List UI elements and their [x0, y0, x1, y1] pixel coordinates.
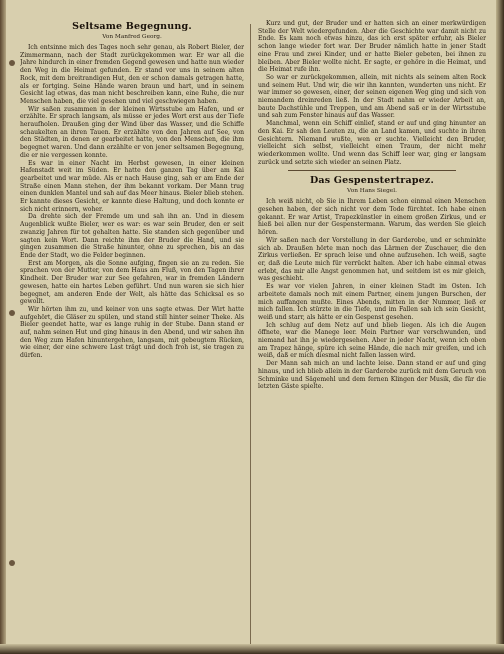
story-paragraph: Manchmal, wenn ein Schiff einlief, stand er auf und ging hinunter an den Kai. Er sah den Leuten zu, die an Land kamen, und suchte in ihren Gesichtern. Niemand wußte, wen er suchte. Vielleicht den Bruder, vielleicht sich selbst, vielleicht einen Traum, der nicht mehr wiederkommen wollte. Und wenn das Schiff leer war, ging er langsam zurück und setzte sich wieder an seinen Platz. [258, 120, 486, 166]
right-column [258, 20, 486, 648]
story-paragraph: Der Mann sah mich an und lachte leise. Dann stand er auf und ging hinaus, und ich blieb allein in der Garderobe zurück mit dem Geruch von Schminke und Sägemehl und dem fernen Klingen der Musik, die für die letzten Gäste spielte. [258, 360, 486, 391]
story-paragraph: Es war vor vielen Jahren, in einer kleinen Stadt im Osten. Ich arbeitete damals noch mit einem Partner, einem jungen Burschen, der mich auffangen mußte. Eines Abends, mitten in der Nummer, ließ er mich fallen. Ich stürzte in die Tiefe, und im Fallen sah ich sein Gesicht, weiß und starr, als hätte er ein Gespenst gesehen. [258, 283, 486, 321]
binding-hole [9, 560, 15, 566]
story-paragraph: Ich entsinne mich des Tages noch sehr genau, als Robert Bieler, der Zimmermann, nach der Stadt zurückgekommen war. Er war all die Jahre hindurch in einer fremden Gegend gewesen und hatte nun wieder den Weg in die Heimat gefunden. Er stand vor uns in seinem alten Rock, mit dem breitrandigen Hut, den er schon damals getragen hatte, als er fortging. Seine Hände waren braun und hart, und in seinem Gesicht lag etwas, das man nicht beschreiben kann, eine Ruhe, die nur Menschen haben, die viel gesehen und viel geschwiegen haben. [20, 44, 244, 105]
story-paragraph: Erst am Morgen, als die Sonne aufging, fingen sie an zu reden. Sie sprachen von der Mutter, von dem Haus am Fluß, von den Tagen ihrer Kindheit. Der Bruder war zur See gefahren, war in fremden Ländern gewesen, hatte ein hartes Leben geführt. Und nun waren sie sich hier begegnet, am anderen Ende der Welt, als hätte das Schicksal es so gewollt. [20, 259, 244, 306]
page-edge-right [496, 0, 504, 654]
page-edge-left [0, 0, 6, 654]
column-divider [250, 24, 251, 644]
section-rule [288, 170, 456, 171]
story-paragraph: Ich weiß nicht, ob Sie in Ihrem Leben schon einmal einen Menschen gesehen haben, der sich nicht vor dem Tode fürchtet. Ich habe einen gekannt. Er war Artist, Trapezkünstler in einem großen Zirkus, und er hieß bei allen nur der Gespenstermann. Warum, das werden Sie gleich hören. [258, 198, 486, 237]
story-paragraph: Wir saßen zusammen in der kleinen Wirtsstube am Hafen, und er erzählte. Er sprach langsam, als müsse er jedes Wort erst aus der Tiefe heraufholen. Draußen ging der Wind über das Wasser, und die Schiffe schaukelten an ihren Tauen. Er erzählte von den Jahren auf See, von den Städten, in denen er gearbeitet hatte, von den Menschen, die ihm begegnet waren. Und dann erzählte er von jener seltsamen Begegnung, die er nie vergessen konnte. [20, 105, 244, 159]
story-paragraph: Wir hörten ihm zu, und keiner von uns sagte etwas. Der Wirt hatte aufgehört, die Gläser zu spülen, und stand still hinter seiner Theke. Als Bieler geendet hatte, war es lange ruhig in der Stube. Dann stand er auf, nahm seinen Hut und ging hinaus in den Abend, und wir sahen ihn den Weg zum Hafen hinuntergehen, langsam, mit gebeugtem Rücken, wie einer, der eine schwere Last trägt und doch froh ist, sie tragen zu dürfen. [20, 305, 244, 360]
story-paragraph: Es war in einer Nacht im Herbst gewesen, in einer kleinen Hafenstadt weit im Süden. Er hatte den ganzen Tag über am Kai gearbeitet und war müde. Als er nach Hause ging, sah er am Ende der Straße einen Mann stehen, der ihm bekannt vorkam. Der Mann trug einen dunklen Mantel und sah auf das Meer hinaus. Bieler blieb stehen. Er kannte dieses Gesicht, er kannte diese Haltung, und doch konnte er sich nicht erinnern, woher. [20, 159, 244, 213]
story-paragraph: Ich schlug auf dem Netz auf und blieb liegen. Als ich die Augen öffnete, war die Manege leer. Mein Partner war verschwunden, und niemand hat ihn je wiedergesehen. Aber in jeder Nacht, wenn ich oben am Trapez hänge, spüre ich seine Hände, die nach mir greifen, und ich weiß, daß er mich diesmal nicht fallen lassen wird. [258, 321, 486, 360]
binding-hole [9, 310, 15, 316]
story-paragraph: So war er zurückgekommen, allein, mit nichts als seinem alten Rock und seinem Hut. Und wir, die wir ihn kannten, wunderten uns nicht. Er war immer so gewesen, einer, der seinen eigenen Weg ging und sich von niemandem dreinreden ließ. In der Stadt nahm er wieder Arbeit an, baute Dachstühle und Treppen, und am Abend saß er in der Wirtsstube und sah zum Fenster hinaus auf das Wasser. [258, 73, 486, 120]
story-title: Seltsame Begegnung. [72, 21, 192, 32]
binding-hole [9, 60, 15, 66]
story-paragraph: Da drehte sich der Fremde um und sah ihn an. Und in diesem Augenblick wußte Bieler, wer es war: es war sein Bruder, den er seit zwanzig Jahren für tot gehalten hatte. Sie standen sich gegenüber und sagten kein Wort. Dann reichte ihm der Bruder die Hand, und sie gingen zusammen die Straße hinunter, ohne zu sprechen, bis an das Ende der Stadt, wo die Felder beginnen. [20, 213, 244, 259]
left-column [20, 20, 244, 648]
story-byline: Von Hans Siegel. [347, 188, 397, 195]
story-title: Das Gespenstertrapez. [309, 175, 435, 187]
story-paragraph: Wir saßen nach der Vorstellung in der Garderobe, und er schminkte sich ab. Draußen hörte man noch das Lärmen der Zuschauer, die den Zirkus verließen. Er sprach leise und ohne aufzusehen. Ich weiß, sagte er, daß die Leute mich für verrückt halten. Aber ich habe einmal etwas erlebt, das mir alle Angst genommen hat, und seitdem ist es mir gleich, was geschieht. [258, 236, 486, 283]
story-paragraph: Kurz und gut, der Bruder und er hatten sich an einer merkwürdigen Stelle der Welt wiedergefunden. Aber die Geschichte war damit nicht zu Ende. Es kam noch etwas hinzu, das ich erst später erfuhr, als Bieler schon lange wieder fort war. Der Bruder nämlich hatte in jener Stadt eine Frau und zwei Kinder, und er hatte Bieler gebeten, bei ihnen zu bleiben. Aber Bieler wollte nicht. Er sagte, er gehöre in die Heimat, und die Heimat rufe ihn. [258, 20, 486, 74]
story-byline: Von Manfred Georg. [102, 34, 162, 40]
